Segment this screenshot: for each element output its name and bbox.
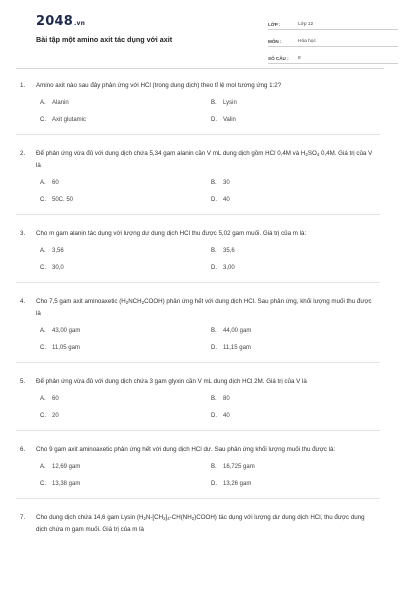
option-c[interactable]: C. 20	[40, 413, 59, 419]
question-number: 3.	[20, 230, 26, 237]
worksheet-header	[16, 0, 384, 68]
answer-options	[20, 247, 376, 272]
option-a[interactable]: A. 60	[40, 180, 59, 186]
question-number: 1.	[20, 82, 26, 89]
answer-options	[20, 395, 376, 420]
question-1	[20, 80, 376, 135]
question-number: 2.	[20, 150, 26, 157]
question-number: 4.	[20, 298, 26, 305]
question-body: Cho 9 gam axit aminoaxetic phản ứng hết với dung dịch HCl dư. Sau phản ứng khối lượng muối thu được là:	[36, 446, 336, 453]
meta-label: LỚP :	[268, 22, 281, 27]
option-d[interactable]: D. 40	[211, 413, 230, 419]
question-3	[20, 228, 376, 283]
answer-options	[20, 327, 376, 352]
meta-value: Hóa học	[298, 39, 316, 44]
option-a[interactable]: A. 60	[40, 396, 59, 402]
question-divider	[16, 362, 380, 363]
question-text	[20, 376, 376, 387]
meta-value: 8	[298, 56, 301, 61]
option-d[interactable]: D. 40	[211, 197, 230, 203]
question-divider	[16, 430, 380, 431]
answer-options	[20, 179, 376, 204]
question-body: Để phản ứng vừa đủ với dung dịch chứa 5,34 gam alanin cần V mL dung dịch gồm HCl 0,4M và $H_2SO_4$ 0,4M. Giá trị của V là	[36, 150, 373, 169]
meta-label: MÔN :	[268, 39, 282, 44]
option-a[interactable]: A. 12,69 gam	[40, 464, 81, 470]
option-a[interactable]: A. 43,00 gam	[40, 328, 81, 334]
option-d[interactable]: D. 13,26 gam	[211, 481, 252, 487]
question-text	[20, 228, 376, 239]
question-body: Để phản ứng vừa đủ với dung dịch chứa 3 gam glyxin cần V mL dung dịch HCl 2M. Giá trị của V là	[36, 378, 307, 385]
site-logo[interactable]: 2048.vn	[36, 14, 86, 29]
option-d[interactable]: D. 3,00	[211, 265, 235, 271]
option-d[interactable]: D. 11,15 gam	[211, 345, 251, 351]
question-body: Amino axit nào sau đây phản ứng với HCl (trong dung dịch) theo tỉ lệ mol tương ứng 1:2?	[36, 82, 282, 89]
option-c[interactable]: C. 30,0	[40, 265, 64, 271]
answer-options	[20, 463, 376, 488]
question-list	[20, 80, 376, 548]
meta-value: Lớp 12	[298, 22, 314, 27]
option-b[interactable]: B. 44,00 gam	[211, 328, 252, 334]
header-divider	[16, 68, 384, 69]
option-a[interactable]: A. Alanin	[40, 100, 69, 106]
option-d[interactable]: D. Valin	[211, 117, 236, 123]
question-text	[20, 148, 376, 171]
question-4	[20, 296, 376, 363]
option-b[interactable]: B. 30	[211, 180, 230, 186]
question-5	[20, 376, 376, 431]
worksheet-title: Bài tập một amino axit tác dụng với axit	[36, 35, 173, 44]
question-text	[20, 512, 376, 535]
meta-row-subject	[268, 32, 398, 47]
question-text	[20, 444, 376, 455]
question-body: Cho m gam alanin tác dụng với lượng dư dung dịch HCl thu được 5,02 gam muối. Giá trị của m là:	[36, 230, 307, 237]
question-2	[20, 148, 376, 215]
option-c[interactable]: C. 13,38 gam	[40, 481, 81, 487]
option-b[interactable]: B. 35,6	[211, 248, 235, 254]
question-6	[20, 444, 376, 499]
question-number: 6.	[20, 446, 26, 453]
question-text	[20, 80, 376, 91]
worksheet-meta	[268, 15, 398, 66]
meta-row-class	[268, 15, 398, 30]
question-number: 7.	[20, 514, 26, 521]
question-divider	[16, 214, 380, 215]
option-c[interactable]: C. 11,05 gam	[40, 345, 80, 351]
question-body: Cho dung dịch chứa 14,6 gam Lysin $(H_2N-[CH_2]_4-CH(NH_2)COOH)$ tác dụng với lượng dư dung dịch HCl, thu được dung dịch chứa m gam muối. Giá trị của m là	[36, 514, 365, 533]
answer-options	[20, 99, 376, 124]
option-c[interactable]: C. Axit glutamic	[40, 117, 87, 123]
option-a[interactable]: A. 3,56	[40, 248, 64, 254]
option-b[interactable]: B. 16,725 gam	[211, 464, 255, 470]
question-7	[20, 512, 376, 535]
question-body: Cho 7,5 gam axit aminoaxetic $(H_2NCH_2COOH)$ phản ứng hết với dung dịch HCl. Sau phản ứng, khối lượng muối thu được là	[36, 298, 372, 317]
option-c[interactable]: C. 50C. 50	[40, 197, 74, 203]
meta-row-count	[268, 49, 398, 64]
question-divider	[16, 282, 380, 283]
meta-label: SỐ CÂU :	[268, 56, 289, 61]
question-divider	[16, 134, 380, 135]
option-b[interactable]: B. Lysin	[211, 100, 237, 106]
question-divider	[16, 498, 380, 499]
option-b[interactable]: B. 80	[211, 396, 230, 402]
question-text	[20, 296, 376, 319]
question-number: 5.	[20, 378, 26, 385]
